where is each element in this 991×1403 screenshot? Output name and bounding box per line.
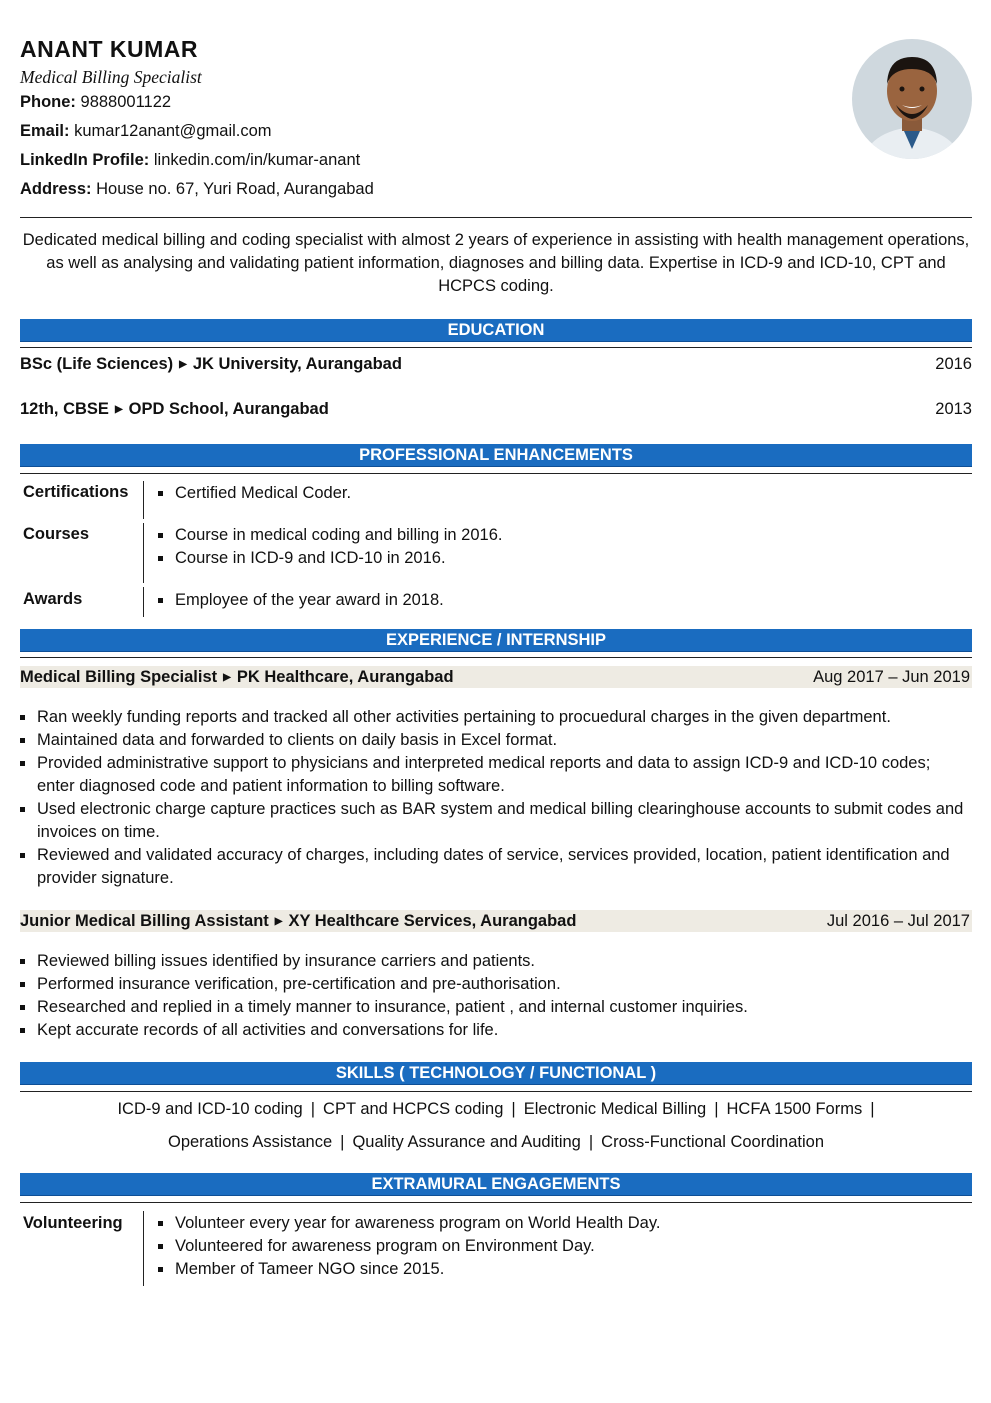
list-item: Ran weekly funding reports and tracked all other activities pertaining to procuedural charges in the given department.	[17, 706, 972, 729]
job-dates: Jul 2016 – Jul 2017	[826, 911, 970, 930]
list-item: Reviewed and validated accuracy of charges, including dates of service, services provided, location, patient identification and provider signature.	[17, 844, 972, 890]
triangle-right-icon: ▶	[223, 671, 231, 683]
profile-photo	[852, 39, 972, 159]
skill: CPT and HCPCS coding	[323, 1100, 504, 1118]
contact-linkedin	[20, 151, 360, 170]
separator: |	[340, 1133, 345, 1151]
separator: |	[714, 1100, 719, 1118]
triangle-right-icon: ▶	[114, 404, 123, 415]
skill: Cross-Functional Coordination	[601, 1133, 825, 1151]
separator: |	[511, 1100, 516, 1118]
contact-value: House no. 67, Yuri Road, Aurangabad	[96, 180, 374, 198]
skill: Operations Assistance	[167, 1133, 333, 1151]
vertical-divider	[143, 1211, 144, 1286]
contact-label: LinkedIn Profile:	[20, 151, 150, 169]
label-courses: Courses	[23, 525, 90, 543]
list-item: Maintained data and forwarded to clients on daily basis in Excel format.	[17, 729, 972, 752]
list-item: Course in medical coding and billing in 2016.	[155, 524, 502, 547]
contact-phone	[20, 93, 171, 112]
job-header	[20, 910, 972, 932]
section-divider	[20, 1202, 972, 1203]
section-heading-education: EDUCATION	[20, 319, 972, 342]
list-item: Member of Tameer NGO since 2015.	[155, 1258, 660, 1281]
list-item: Provided administrative support to physicians and interpreted medical reports and data to assign ICD-9 and ICD-10 codes; enter diagnosed code and patient information to billing software.	[17, 752, 972, 798]
contact-value: 9888001122	[80, 93, 172, 111]
contact-label: Email:	[20, 122, 70, 140]
section-heading-extramural: EXTRAMURAL ENGAGEMENTS	[20, 1173, 972, 1196]
skills-line	[20, 1133, 972, 1152]
section-divider	[20, 657, 972, 658]
job-role: Medical Billing Specialist	[20, 667, 218, 686]
contact-email	[20, 122, 272, 141]
job-bullets	[17, 950, 972, 1042]
job-company: PK Healthcare, Aurangabad	[236, 667, 454, 686]
list-item: Volunteered for awareness program on Environment Day.	[155, 1235, 660, 1258]
list-item: Researched and replied in a timely manner to insurance, patient , and internal customer inquiries.	[17, 996, 972, 1019]
education-item	[20, 355, 972, 374]
contact-address	[20, 180, 374, 199]
skill: Electronic Medical Billing	[523, 1100, 707, 1118]
school: JK University, Aurangabad	[192, 355, 402, 373]
awards-list	[155, 589, 444, 612]
list-item: Course in ICD-9 and ICD-10 in 2016.	[155, 547, 502, 570]
degree: 12th, CBSE	[20, 400, 109, 418]
job-company: XY Healthcare Services, Aurangabad	[288, 911, 577, 930]
year: 2016	[935, 355, 972, 373]
school: OPD School, Aurangabad	[128, 400, 329, 418]
contact-value[interactable]: linkedin.com/in/kumar-anant	[153, 151, 361, 169]
list-item: Kept accurate records of all activities and conversations for life.	[17, 1019, 972, 1042]
courses-list	[155, 524, 502, 570]
certifications-list	[155, 482, 351, 505]
contact-label: Address:	[20, 180, 92, 198]
list-item: Used electronic charge capture practices such as BAR system and medical billing clearinghouse accounts to submit codes and invoices on time.	[17, 798, 972, 844]
contact-value[interactable]: kumar12anant@gmail.com	[74, 122, 272, 140]
degree: BSc (Life Sciences)	[20, 355, 174, 373]
list-item: Reviewed billing issues identified by insurance carriers and patients.	[17, 950, 972, 973]
label-certifications: Certifications	[23, 483, 129, 501]
list-item: Volunteer every year for awareness program on World Health Day.	[155, 1212, 660, 1235]
triangle-right-icon: ▶	[274, 915, 283, 927]
vertical-divider	[143, 523, 144, 583]
list-item: Certified Medical Coder.	[155, 482, 351, 505]
section-divider	[20, 347, 972, 348]
separator: |	[588, 1133, 594, 1151]
triangle-right-icon: ▶	[179, 359, 187, 370]
education-item	[20, 400, 972, 419]
job-header	[20, 666, 972, 688]
list-item: Employee of the year award in 2018.	[155, 589, 444, 612]
label-awards: Awards	[23, 590, 83, 608]
volunteering-list	[155, 1212, 660, 1281]
label-volunteering: Volunteering	[23, 1214, 123, 1232]
skills-line	[20, 1100, 972, 1119]
skill: Quality Assurance and Auditing	[352, 1133, 581, 1151]
section-heading-skills: SKILLS ( TECHNOLOGY / FUNCTIONAL )	[20, 1062, 972, 1085]
job-bullets	[17, 706, 972, 890]
vertical-divider	[143, 587, 144, 617]
vertical-divider	[143, 481, 144, 519]
separator: |	[870, 1100, 875, 1118]
list-item: Performed insurance verification, pre-certification and pre-authorisation.	[17, 973, 972, 996]
year: 2013	[935, 400, 972, 418]
profile-summary: Dedicated medical billing and coding specialist with almost 2 years of experience in assisting with health management operations, as well as analysing and validating patient information, diagnoses and billing data. Expertise in ICD-9 and ICD-10, CPT and HCPCS coding.	[22, 231, 970, 295]
section-heading-enhancements: PROFESSIONAL ENHANCEMENTS	[20, 444, 972, 467]
separator: |	[310, 1100, 316, 1118]
section-divider	[20, 1091, 972, 1092]
candidate-title: Medical Billing Specialist	[20, 67, 202, 87]
header-divider	[20, 217, 972, 218]
section-divider	[20, 473, 972, 474]
job-role: Junior Medical Billing Assistant	[20, 911, 269, 930]
section-heading-experience: EXPERIENCE / INTERNSHIP	[20, 629, 972, 652]
job-dates: Aug 2017 – Jun 2019	[813, 667, 970, 686]
skill: HCFA 1500 Forms	[726, 1100, 863, 1118]
contact-label: Phone:	[20, 93, 76, 111]
candidate-name: ANANT KUMAR	[20, 36, 198, 62]
skill: ICD-9 and ICD-10 coding	[117, 1100, 303, 1118]
